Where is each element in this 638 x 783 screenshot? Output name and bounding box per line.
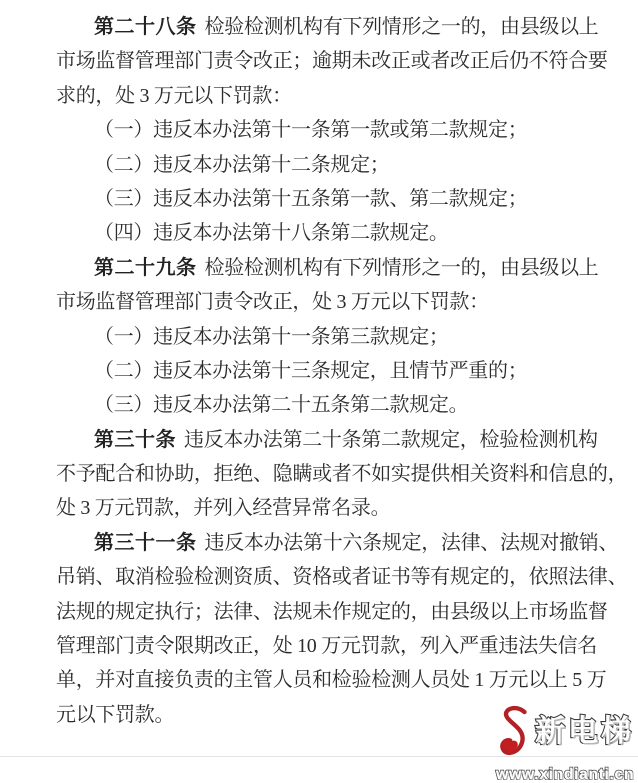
article-line: 第三十一条 违反本办法第十六条规定，法律、法规对撤销、 — [94, 531, 619, 554]
article-number: 第三十条 — [94, 428, 176, 451]
article-number: 第二十九条 — [94, 256, 197, 279]
text-line: 市场监督管理部门责令改正；逾期未改正或者改正后仍不符合要 — [56, 50, 608, 73]
site-watermark — [495, 700, 634, 783]
article-number: 第三十一条 — [94, 531, 197, 554]
article-line: 第二十九条 检验检测机构有下列情形之一的，由县级以上 — [94, 256, 599, 279]
article-line: 第二十八条 检验检测机构有下列情形之一的，由县级以上 — [94, 16, 599, 38]
text-line: 管理部门责令限期改正，处 10 万元罚款，列入严重违法失信名 — [56, 635, 597, 658]
text-line: 吊销、取消检验检测资质、资格或者证书等有规定的，依照法律、 — [56, 566, 628, 589]
text-line: 处 3 万元罚款，并列入经营异常名录。 — [56, 497, 391, 520]
text-line: 元以下罚款。 — [56, 703, 175, 726]
watermark-url-text: www.xindianti.cn — [495, 766, 634, 783]
text-line: 法规的规定执行；法律、法规未作规定的，由县级以上市场监督 — [56, 600, 608, 623]
text-line: （一）违反本办法第十一条第三款规定； — [94, 325, 449, 348]
text-line: （二）违反本办法第十二条规定； — [94, 153, 390, 176]
figure-8-heart-icon — [495, 704, 533, 764]
text-line: （一）违反本办法第十一条第一款或第二款规定； — [94, 119, 528, 142]
text-line: 求的，处 3 万元以下罚款： — [56, 84, 292, 107]
text-line: （三）违反本办法第二十五条第二款规定。 — [94, 394, 469, 417]
text-line: （四）违反本办法第十八条第二款规定。 — [94, 222, 449, 245]
text-line: 单，并对直接负责的主管人员和检验检测人员处 1 万元以上 5 万 — [56, 669, 607, 692]
watermark-brand-row — [495, 700, 634, 764]
article-number: 第二十八条 — [94, 16, 197, 38]
text-line: 不予配合和协助，拒绝、隐瞒或者不如实提供相关资料和信息的， — [56, 463, 628, 486]
watermark-brand-text: 新电梯 — [535, 715, 634, 748]
article-line: 第三十条 违反本办法第二十条第二款规定，检验检测机构 — [94, 428, 598, 451]
document-body — [56, 10, 628, 732]
text-line: （二）违反本办法第十三条规定，且情节严重的； — [94, 359, 528, 382]
text-line: 市场监督管理部门责令改正，处 3 万元以下罚款： — [56, 291, 489, 314]
text-line: （三）违反本办法第十五条第一款、第二款规定； — [94, 187, 528, 210]
